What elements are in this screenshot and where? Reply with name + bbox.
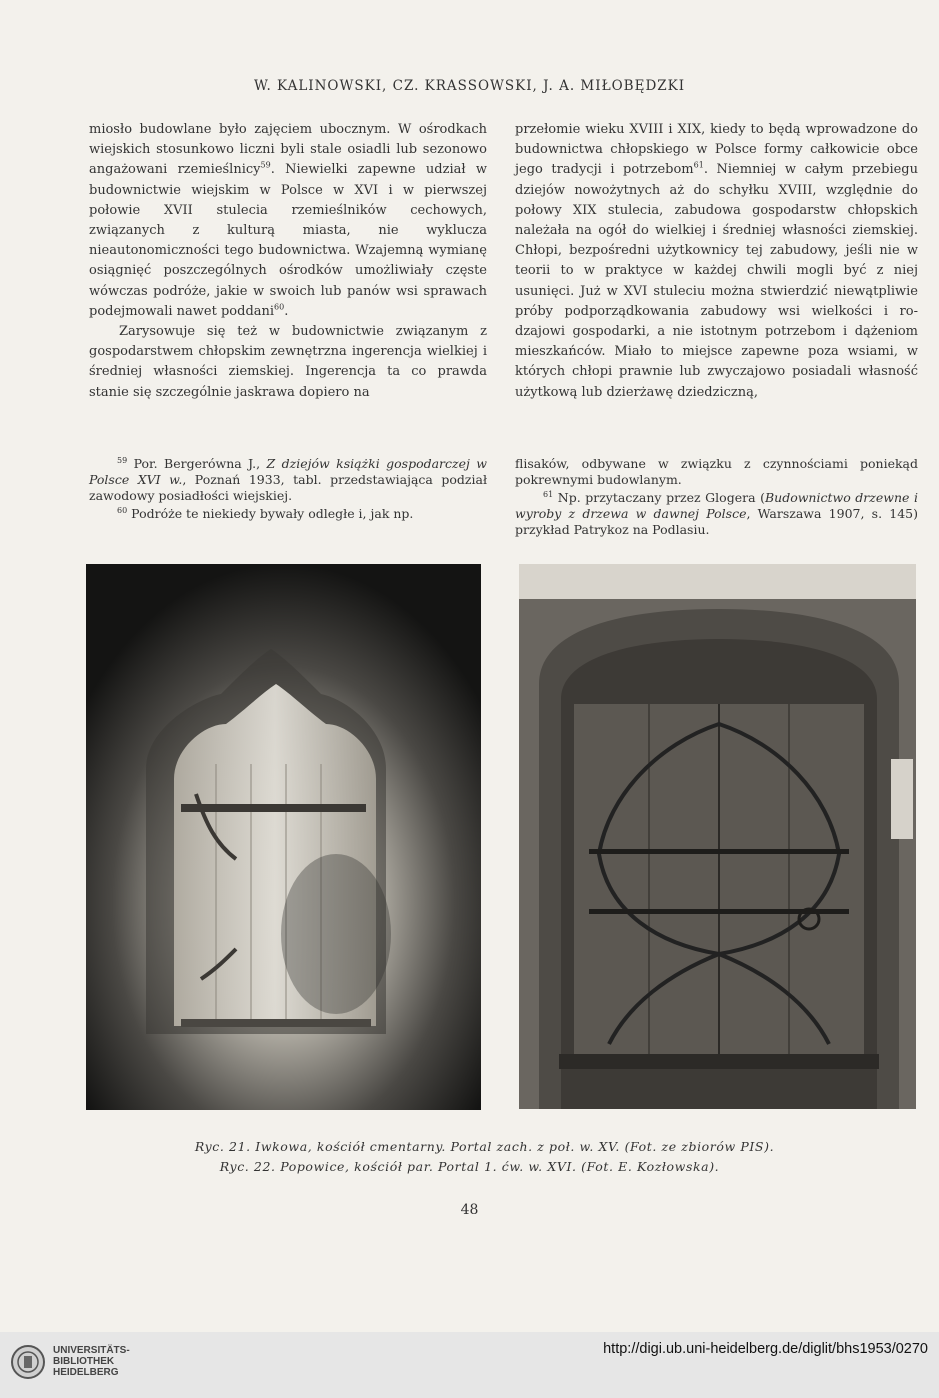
running-header: W. KALINOWSKI, CZ. KRASSOWSKI, J. A. MIŁOBĘDZKI: [253, 78, 686, 94]
text-column-left: [89, 120, 487, 403]
footnotes-right: [515, 456, 918, 540]
paragraph: Zarysowuje się też w budownictwie związanym z gospodarstwem chłopskim zewnętrzna ingerencja wielkiej i średniej własności ziemskiej. Ingerencja ta co prawda stanie się szczególnie jaskrawa dopiero na: [89, 324, 487, 400]
figure-21-photo: [86, 564, 481, 1110]
university-seal-icon: [10, 1344, 46, 1380]
figure-22-caption: Ryc. 22. Popowice, kościół par. Portal 1. ćw. w. XVI. (Fot. E. Kozłowska).: [219, 1159, 720, 1174]
footnote-60-continued: flisaków, odbywane w związku z czynnościami poniekąd pokrewnymi budowlanym.: [515, 456, 918, 487]
text-column-right: [515, 120, 918, 403]
portal-iwkowa-image: [86, 564, 481, 1110]
library-name: UNIVERSITÄTS- BIBLIOTHEK HEIDELBERG: [53, 1345, 130, 1378]
figure-22-photo: [519, 564, 916, 1109]
footnote-59: $^{59}$ Por. Bergerówna J., Z dziejów książki gospodarczej w Polsce XVI w., Poznań 1933, tabl. przedstawiająca podział zawodowy posiadłości wiejskiej.: [89, 455, 488, 503]
footnotes-left: [89, 456, 487, 524]
paragraph: miosło budowlane było zajęciem ubocznym. W ośrodkach wiejskich stosunkowo liczni byli stale osiadli lub sezonowo angażowani rzemieślnicy$^{59}$. Niewielki zapewne udział w budownictwie wiejskim w Polsce w XVI i w pierwszej połowie XVII stulecia rzemieślników cechowych, związanych z kulturą miasta, nie wyklucza nieautonomiczności tego budownictwa. Wzajemną wymianę osiągnięć poszczególnych ośrodków umożliwiały częste wówczas podróże, jakie w swoich lub panów wsi sprawach podejmowali nawet poddani$^{60}$.: [89, 122, 487, 319]
paragraph: przełomie wieku XVIII i XIX, kiedy to będą wprowadzone do budownictwa chłopskiego w Polsce formy całkowicie obce jego tradycji i potrzebom$^{61}$. Niemniej w całym przebiegu dziejów nowożytnych aż do schyłku XVIII, względnie do połowy XIX stulecia, zabudowa gospodarstw chłopskich należała na ogół do wielkiej i średniej własności ziemskiej. Chłopi, bezpośredni użytkownicy tej zabudowy, jeśli nie w teorii to w praktyce w każdej chwili mogli być z niej usunięci. Już w XVI stuleciu można stwierdzić niewątpliwie próby podporządkowania zabudowy wsi wielkości i rodzajowi gospodarki, a nie istotnym potrzebom i dążeniom mieszkańców. Miało to miejsce zapewne poza wsiami, w których chłopi prawnie lub zwyczajowo posiadali własność użytkową lub dzierżawę dziedziczną,: [515, 122, 918, 400]
footnote-61: $^{61}$ Np. przytaczany przez Glogera (Budownictwo drzewne i wyroby z drzewa w dawnej Polsce, Warszawa 1907, s. 145) przykład Patrykoz na Podlasiu.: [515, 489, 918, 537]
portal-popowice-image: [519, 564, 916, 1109]
figure-21-caption: Ryc. 21. Iwkowa, kościół cmentarny. Portal zach. z poł. w. XV. (Fot. ze zbiorów PIS).: [194, 1139, 775, 1154]
page-number: 48: [460, 1202, 479, 1218]
source-url-link[interactable]: http://digi.ub.uni-heidelberg.de/diglit/bhs1953/0270: [603, 1341, 928, 1357]
footnote-60: $^{60}$ Podróże te niekiedy bywały odległe i, jak np.: [117, 505, 414, 521]
library-footer: [0, 1332, 939, 1398]
